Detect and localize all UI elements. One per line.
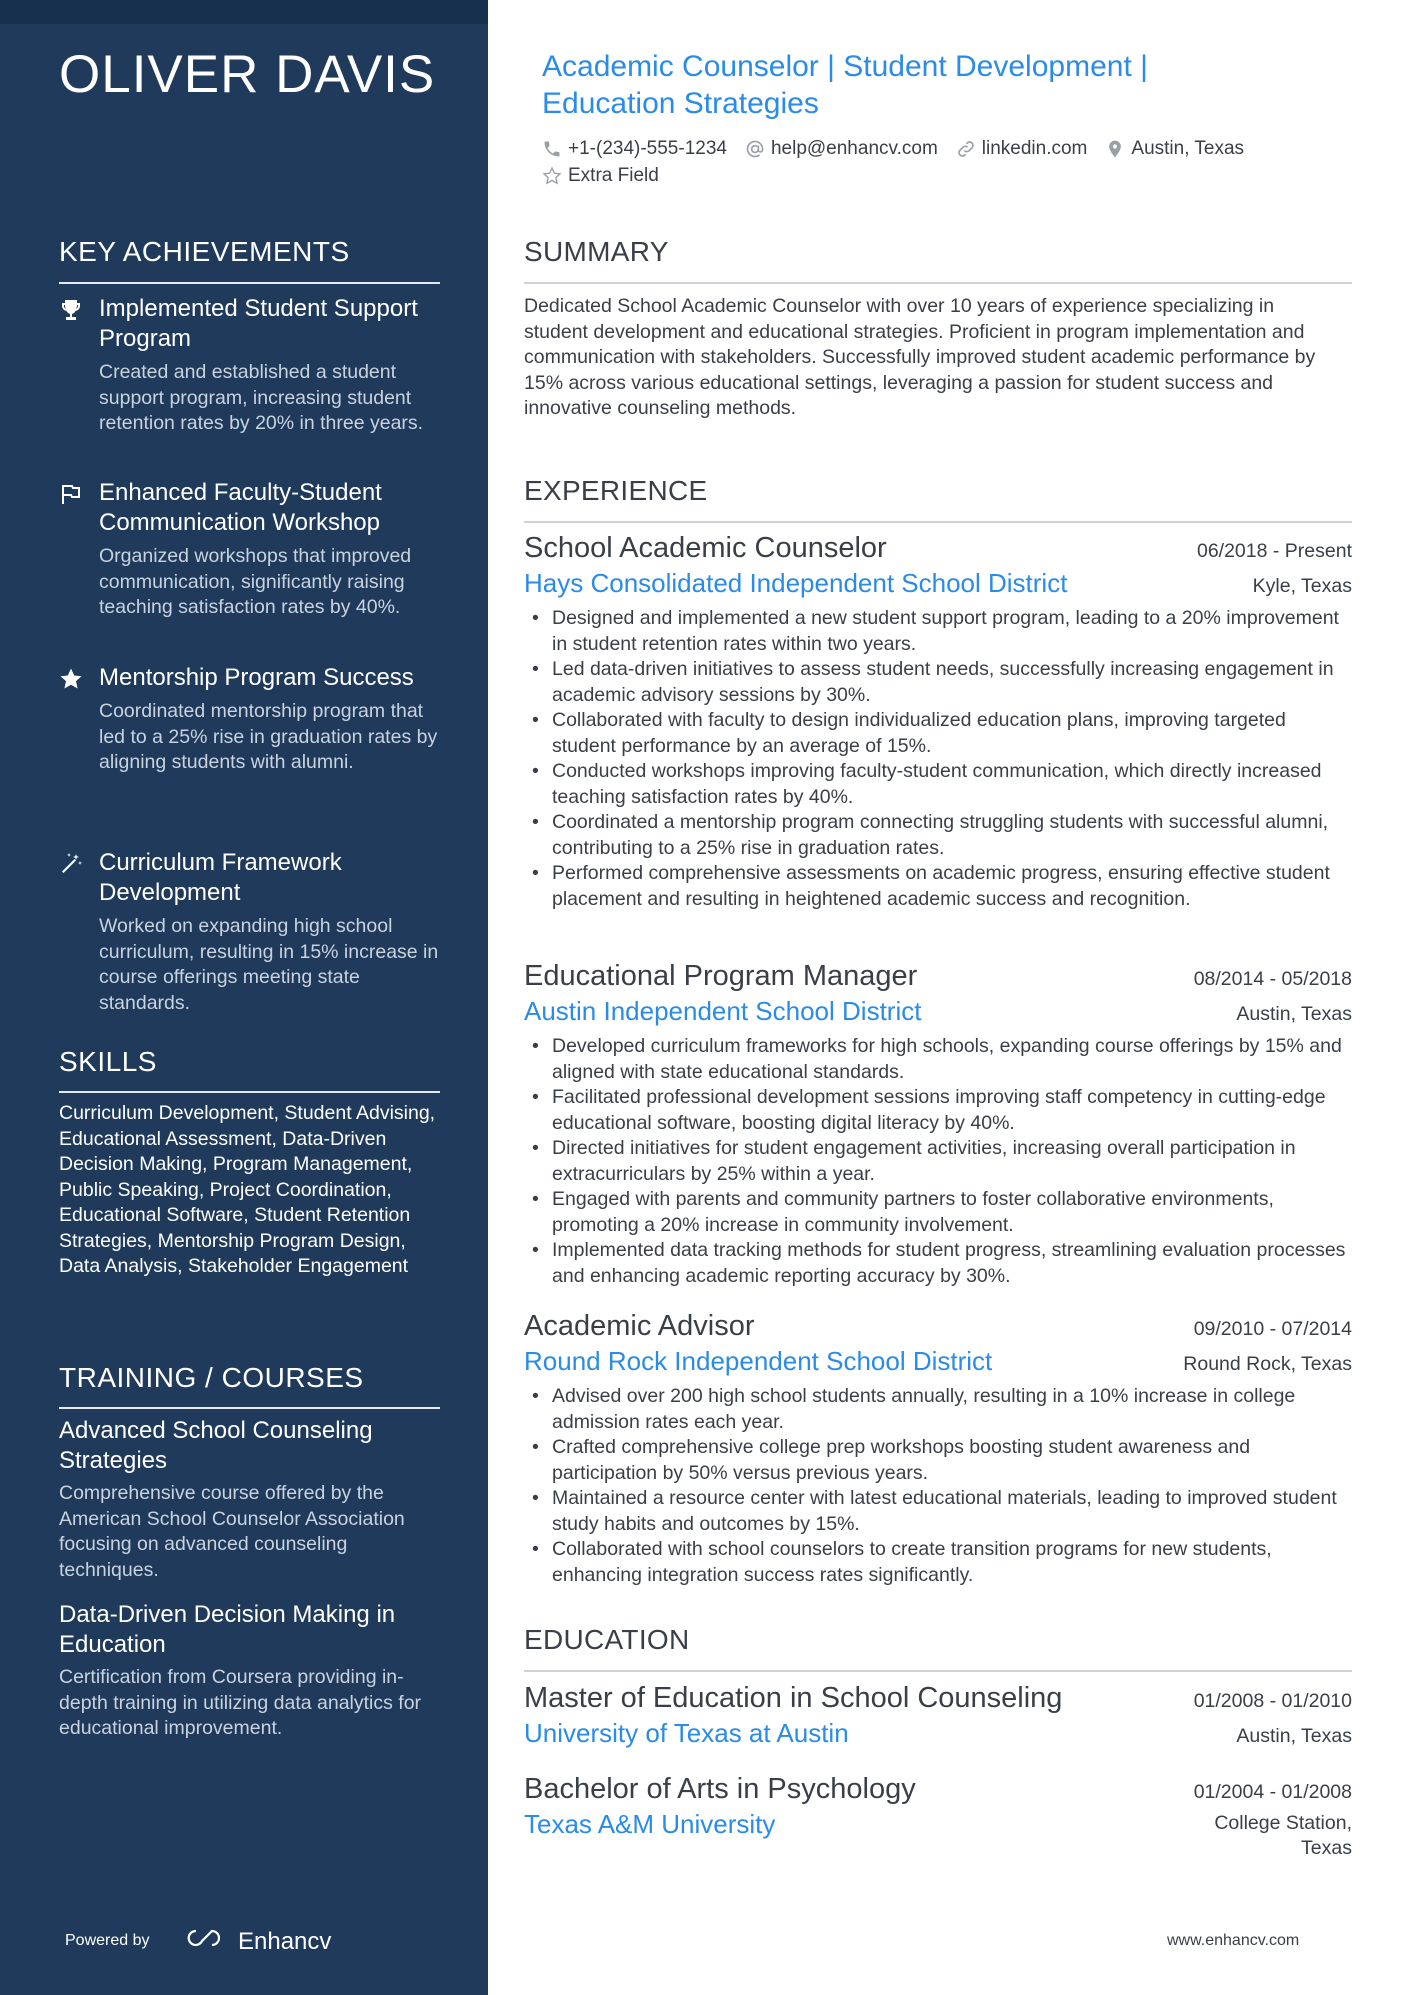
enhancv-logo-icon — [184, 1926, 230, 1957]
job-bullet: • Facilitated professional development sessions improving staff competency in cutting-edge educational software, boosting digital literacy by 40%. — [524, 1085, 1352, 1136]
skills-divider — [59, 1091, 440, 1093]
job-bullet: • Conducted workshops improving faculty-student communication, which directly increased teaching satisfaction rates by 40%. — [524, 759, 1352, 810]
job-location: Kyle, Texas — [1252, 575, 1352, 597]
job-bullet: • Designed and implemented a new student support program, leading to a 20% improvement in student retention rates within two years. — [524, 606, 1352, 657]
job-bullet: • Collaborated with school counselors to create transition programs for new students, enhancing integration success rates significantly. — [524, 1537, 1352, 1588]
job-bullet: • Advised over 200 high school students annually, resulting in a 10% increase in college admission rates each year. — [524, 1384, 1352, 1435]
course-title: Advanced School Counseling Strategies — [59, 1417, 373, 1474]
contact-row-extra — [542, 165, 659, 187]
achievement-description: Worked on expanding high school curriculum, resulting in 15% increase in course offerings meeting state standards. — [99, 915, 439, 1014]
job-dates: 06/2018 - Present — [1196, 540, 1352, 562]
location-pin-icon — [1105, 139, 1125, 159]
candidate-name: OLIVER DAVIS — [59, 45, 436, 104]
training-title: TRAINING / COURSES — [59, 1362, 364, 1393]
location-text: Austin, Texas — [1131, 138, 1245, 159]
achievement-description: Coordinated mentorship program that led to a 25% rise in graduation rates by aligning students with alumni. — [99, 700, 438, 773]
at-icon — [745, 139, 765, 159]
summary-text: Dedicated School Academic Counselor with over 10 years of experience specializing in student development and educational strategies. Proficient in program implementation and communication with stakeholders. Successfully improved student academic performance by 15% across various educational settings, leveraging a passion for student success and innovative counseling methods. — [524, 295, 1316, 419]
education-degree: Master of Education in School Counseling — [524, 1682, 1063, 1714]
job-company[interactable]: Hays Consolidated Independent School District — [524, 568, 1068, 598]
course-description: Certification from Coursera providing in-depth training in utilizing data analytics for educational improvement. — [59, 1666, 422, 1739]
job-dates: 08/2014 - 05/2018 — [1193, 968, 1352, 990]
phone-icon — [542, 139, 562, 159]
magic-wand-icon — [59, 852, 83, 876]
contact-phone[interactable] — [542, 138, 727, 160]
achievement-title: Implemented Student Support Program — [99, 295, 418, 352]
job-location: Austin, Texas — [1236, 1003, 1352, 1025]
flag-icon — [59, 482, 83, 506]
job-bullet: • Maintained a resource center with latest educational materials, leading to improved student study habits and outcomes by 15%. — [524, 1486, 1352, 1537]
achievement-item — [59, 663, 449, 776]
job-bullet: • Developed curriculum frameworks for high schools, expanding course offerings by 15% and aligned with state educational standards. — [524, 1034, 1352, 1085]
phone-text: +1-(234)-555-1234 — [568, 138, 727, 159]
main-content — [488, 0, 1410, 1995]
education-title: EDUCATION — [524, 1624, 690, 1655]
trophy-icon — [59, 298, 83, 322]
headline: Academic Counselor | Student Development | Education Strategies — [542, 50, 1148, 120]
course-title: Data-Driven Decision Making in Education — [59, 1601, 396, 1658]
achievements-divider — [59, 282, 440, 284]
achievement-item — [59, 478, 449, 621]
contact-email[interactable] — [745, 138, 938, 160]
job-bullet: • Directed initiatives for student engagement activities, increasing overall participation in extracurriculars by 25% within a year. — [524, 1136, 1352, 1187]
course-item — [59, 1600, 444, 1742]
training-divider — [59, 1407, 440, 1409]
education-entry — [524, 1771, 1352, 1861]
education-dates: 01/2008 - 01/2010 — [1193, 1690, 1352, 1712]
linkedin-text: linkedin.com — [981, 138, 1088, 159]
summary-divider — [524, 282, 1352, 284]
skills-list: Curriculum Development, Student Advising, Educational Assessment, Data-Driven Decision Making, Program Management, Public Speaking, Project Coordination, Educational Software, Student Retention Strategies, Mentorship Program Design, Data Analysis, Stakeholder Engagement — [59, 1102, 436, 1277]
job-bullet: • Coordinated a mentorship program connecting struggling students with successful alumni, contributing to a 25% rise in graduation rates. — [524, 810, 1352, 861]
skills-title: SKILLS — [59, 1046, 157, 1077]
star-outline-icon — [542, 166, 562, 186]
contact-location — [1105, 138, 1244, 160]
experience-title: EXPERIENCE — [524, 475, 708, 506]
achievement-title: Curriculum Framework Development — [99, 849, 342, 906]
job-location: Round Rock, Texas — [1183, 1353, 1352, 1375]
job-entry — [524, 958, 1352, 1289]
job-bullet: • Implemented data tracking methods for student progress, streamlining evaluation processes and enhancing academic reporting accuracy by 30%. — [524, 1238, 1352, 1289]
job-bullets — [524, 606, 1352, 912]
education-dates: 01/2004 - 01/2008 — [1193, 1781, 1352, 1803]
job-bullets — [524, 1384, 1352, 1588]
summary-title: SUMMARY — [524, 236, 669, 267]
achievement-description: Organized workshops that improved communication, significantly raising teaching satisfaction rates by 40%. — [99, 545, 412, 618]
education-divider — [524, 1670, 1352, 1672]
achievement-description: Created and established a student support program, increasing student retention rates by 20% in three years. — [99, 361, 424, 434]
job-company[interactable]: Austin Independent School District — [524, 996, 922, 1026]
achievements-title: KEY ACHIEVEMENTS — [59, 236, 350, 267]
job-bullet: • Engaged with parents and community partners to foster collaborative environments, promoting a 20% increase in community involvement. — [524, 1187, 1352, 1238]
achievement-item — [59, 848, 449, 1016]
education-location: Austin, Texas — [1236, 1725, 1352, 1747]
education-entry — [524, 1680, 1352, 1750]
education-degree: Bachelor of Arts in Psychology — [524, 1773, 916, 1805]
job-bullets — [524, 1034, 1352, 1289]
job-company[interactable]: Round Rock Independent School District — [524, 1346, 993, 1376]
job-bullet: • Performed comprehensive assessments on academic progress, ensuring effective student placement and resulting in heightened academic success and recognition. — [524, 861, 1352, 912]
job-entry — [524, 530, 1352, 912]
job-title: Educational Program Manager — [524, 960, 918, 992]
education-school[interactable]: University of Texas at Austin — [524, 1718, 849, 1748]
extra-field-text: Extra Field — [568, 165, 659, 186]
link-icon — [956, 139, 976, 159]
contact-linkedin[interactable] — [956, 138, 1088, 160]
powered-by-label: Powered by — [65, 1932, 150, 1949]
job-title: School Academic Counselor — [524, 532, 887, 564]
job-bullet: • Crafted comprehensive college prep workshops boosting student awareness and participation by 50% versus previous years. — [524, 1435, 1352, 1486]
achievement-title: Mentorship Program Success — [99, 664, 414, 691]
course-description: Comprehensive course offered by the American School Counselor Association focusing on advanced counseling techniques. — [59, 1482, 405, 1581]
course-item — [59, 1416, 444, 1583]
achievement-item — [59, 294, 449, 437]
enhancv-logo-text: Enhancv — [238, 1927, 332, 1955]
sidebar — [0, 0, 488, 1995]
job-bullet: • Collaborated with faculty to design individualized education plans, improving targeted student performance by an average of 15%. — [524, 708, 1352, 759]
job-title: Academic Advisor — [524, 1310, 755, 1342]
job-dates: 09/2010 - 07/2014 — [1193, 1318, 1352, 1340]
education-location: College Station, Texas — [1214, 1812, 1352, 1859]
achievement-title: Enhanced Faculty-Student Communication Workshop — [99, 479, 382, 536]
job-bullet: • Led data-driven initiatives to assess student needs, successfully increasing engagement in academic advisory sessions by 30%. — [524, 657, 1352, 708]
experience-divider — [524, 521, 1352, 523]
education-school[interactable]: Texas A&M University — [524, 1809, 776, 1839]
contact-extra — [542, 165, 659, 187]
contact-row — [542, 138, 1244, 160]
star-icon — [59, 667, 83, 691]
enhancv-logo[interactable] — [184, 1926, 331, 1957]
email-text: help@enhancv.com — [770, 138, 938, 159]
sidebar-top-bar — [0, 0, 488, 24]
job-entry — [524, 1308, 1352, 1588]
footer-url[interactable]: www.enhancv.com — [1167, 1932, 1300, 1949]
